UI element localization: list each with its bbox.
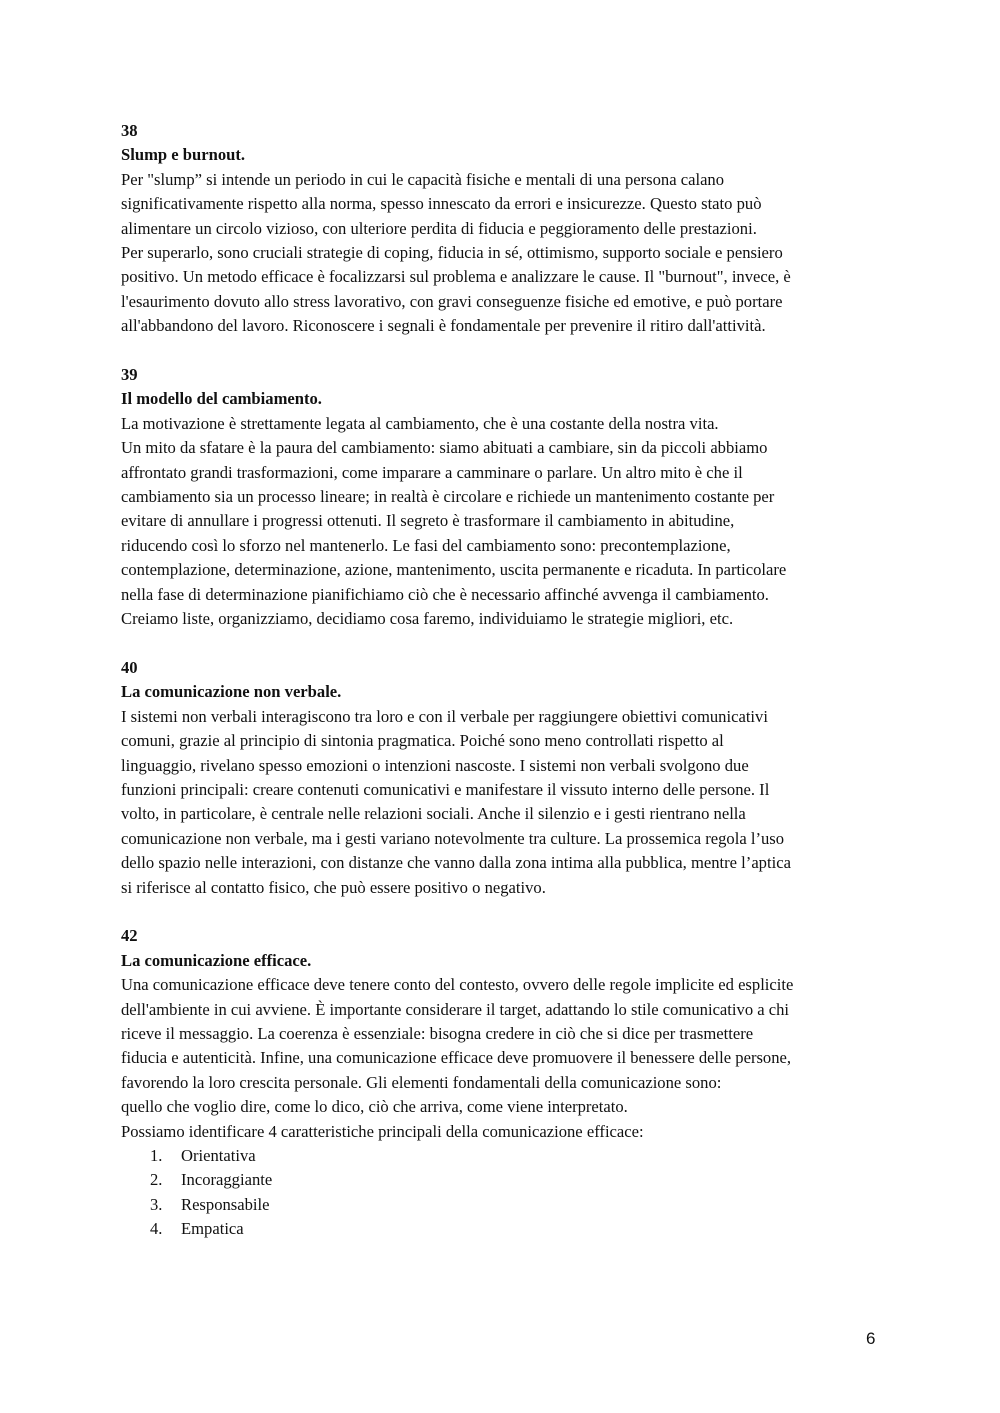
paragraph-line: positivo. Un metodo efficace è focalizzarsi sul problema e analizzare le cause. Il "burnout", invece, è	[121, 267, 791, 287]
paragraph-line: nella fase di determinazione pianifichiamo ciò che è necessario affinché avvenga il cambiamento.	[121, 584, 769, 604]
paragraph-line: l'esaurimento dovuto allo stress lavorativo, con gravi conseguenze fisiche ed emotive, e può portare	[121, 291, 783, 311]
paragraph-line: si riferisce al contatto fisico, che può essere positivo o negativo.	[121, 877, 546, 897]
paragraph-line: significativamente rispetto alla norma, spesso innescato da errori e insicurezze. Questo stato può	[121, 194, 762, 214]
list-item	[121, 1193, 881, 1217]
paragraph-line: fiducia e autenticità. Infine, una comunicazione efficace deve promuovere il benessere delle persone,	[121, 1048, 792, 1068]
list-marker: 3.	[150, 1194, 163, 1214]
paragraph-line: all'abbandono del lavoro. Riconoscere i segnali è fondamentale per prevenire il ritiro dall'attività.	[121, 316, 766, 336]
list-item	[121, 1217, 881, 1241]
section-title: La comunicazione non verbale.	[121, 682, 342, 702]
paragraph-line: evitare di annullare i progressi ottenuti. Il segreto è trasformare il cambiamento in abitudine,	[121, 511, 735, 531]
characteristics-list	[121, 1144, 881, 1242]
paragraph-line: alimentare un circolo vizioso, con ulteriore perdita di fiducia e peggioramento delle prestazioni.	[121, 218, 757, 238]
paragraph-line: comuni, grazie al principio di sintonia pragmatica. Poiché sono meno controllati rispetto al	[121, 731, 724, 751]
section-38	[121, 119, 881, 339]
section-number: 40	[121, 657, 138, 677]
paragraph-line: Un mito da sfatare è la paura del cambiamento: siamo abituati a cambiare, sin da piccoli abbiamo	[121, 438, 768, 458]
paragraph-line: La motivazione è strettamente legata al cambiamento, che è una costante della nostra vita.	[121, 413, 719, 433]
page-content	[121, 119, 881, 1266]
list-item-text: Incoraggiante	[181, 1170, 273, 1190]
section-40	[121, 656, 881, 900]
paragraph-line: Possiamo identificare 4 caratteristiche principali della comunicazione efficace:	[121, 1121, 644, 1141]
list-marker: 4.	[150, 1219, 163, 1239]
paragraph-line: comunicazione non verbale, ma i gesti variano notevolmente tra culture. La prossemica regola l’uso	[121, 828, 785, 848]
paragraph-line: funzioni principali: creare contenuti comunicativi e manifestare il vissuto interno delle persone. Il	[121, 779, 770, 799]
section-title: Slump e burnout.	[121, 145, 246, 165]
section-title: Il modello del cambiamento.	[121, 389, 322, 409]
list-item	[121, 1144, 881, 1168]
list-item-text: Empatica	[181, 1219, 244, 1239]
paragraph-line: riducendo così lo sforzo nel mantenerlo. Le fasi del cambiamento sono: precontemplazione,	[121, 535, 731, 555]
paragraph-line: Una comunicazione efficace deve tenere conto del contesto, ovvero delle regole implicite ed esplicite	[121, 975, 794, 995]
section-title: La comunicazione efficace.	[121, 950, 312, 970]
paragraph-line: dello spazio nelle interazioni, con distanze che vanno dalla zona intima alla pubblica, mentre l’aptica	[121, 853, 791, 873]
paragraph-line: contemplazione, determinazione, azione, mantenimento, uscita permanente e ricaduta. In particolare	[121, 560, 787, 580]
page-number: 6	[866, 1329, 876, 1348]
paragraph-line: Per superarlo, sono cruciali strategie di coping, fiducia in sé, ottimismo, supporto sociale e pensiero	[121, 243, 783, 263]
section-42	[121, 924, 881, 1241]
list-item-text: Orientativa	[181, 1146, 256, 1166]
list-marker: 1.	[150, 1146, 163, 1166]
paragraph-line: I sistemi non verbali interagiscono tra loro e con il verbale per raggiungere obiettivi comunicativi	[121, 706, 768, 726]
paragraph-line: favorendo la loro crescita personale. Gli elementi fondamentali della comunicazione sono:	[121, 1072, 722, 1092]
list-item-text: Responsabile	[181, 1194, 270, 1214]
paragraph-line: affrontato grandi trasformazioni, come imparare a camminare o parlare. Un altro mito è che il	[121, 462, 743, 482]
section-number: 38	[121, 121, 138, 140]
section-number: 39	[121, 365, 138, 385]
paragraph-line: quello che voglio dire, come lo dico, ciò che arriva, come viene interpretato.	[121, 1097, 628, 1117]
list-item	[121, 1168, 881, 1192]
paragraph-line: Creiamo liste, organizziamo, decidiamo cosa faremo, individuiamo le strategie migliori, etc.	[121, 609, 734, 629]
paragraph-line: dell'ambiente in cui avviene. È importante considerare il target, adattando lo stile comunicativo a chi	[121, 999, 790, 1019]
paragraph-line: cambiamento sia un processo lineare; in realtà è circolare e richiede un mantenimento costante per	[121, 487, 775, 507]
paragraph-line: riceve il messaggio. La coerenza è essenziale: bisogna credere in ciò che si dice per trasmettere	[121, 1023, 754, 1043]
list-marker: 2.	[150, 1170, 163, 1190]
paragraph-line: linguaggio, rivelano spesso emozioni o intenzioni nascoste. I sistemi non verbali svolgono due	[121, 755, 749, 775]
section-39	[121, 363, 881, 631]
paragraph-line: volto, in particolare, è centrale nelle relazioni sociali. Anche il silenzio e i gesti rientrano nella	[121, 804, 746, 824]
paragraph-line: Per "slump” si intende un periodo in cui le capacità fisiche e mentali di una persona calano	[121, 169, 725, 189]
section-number: 42	[121, 926, 138, 946]
